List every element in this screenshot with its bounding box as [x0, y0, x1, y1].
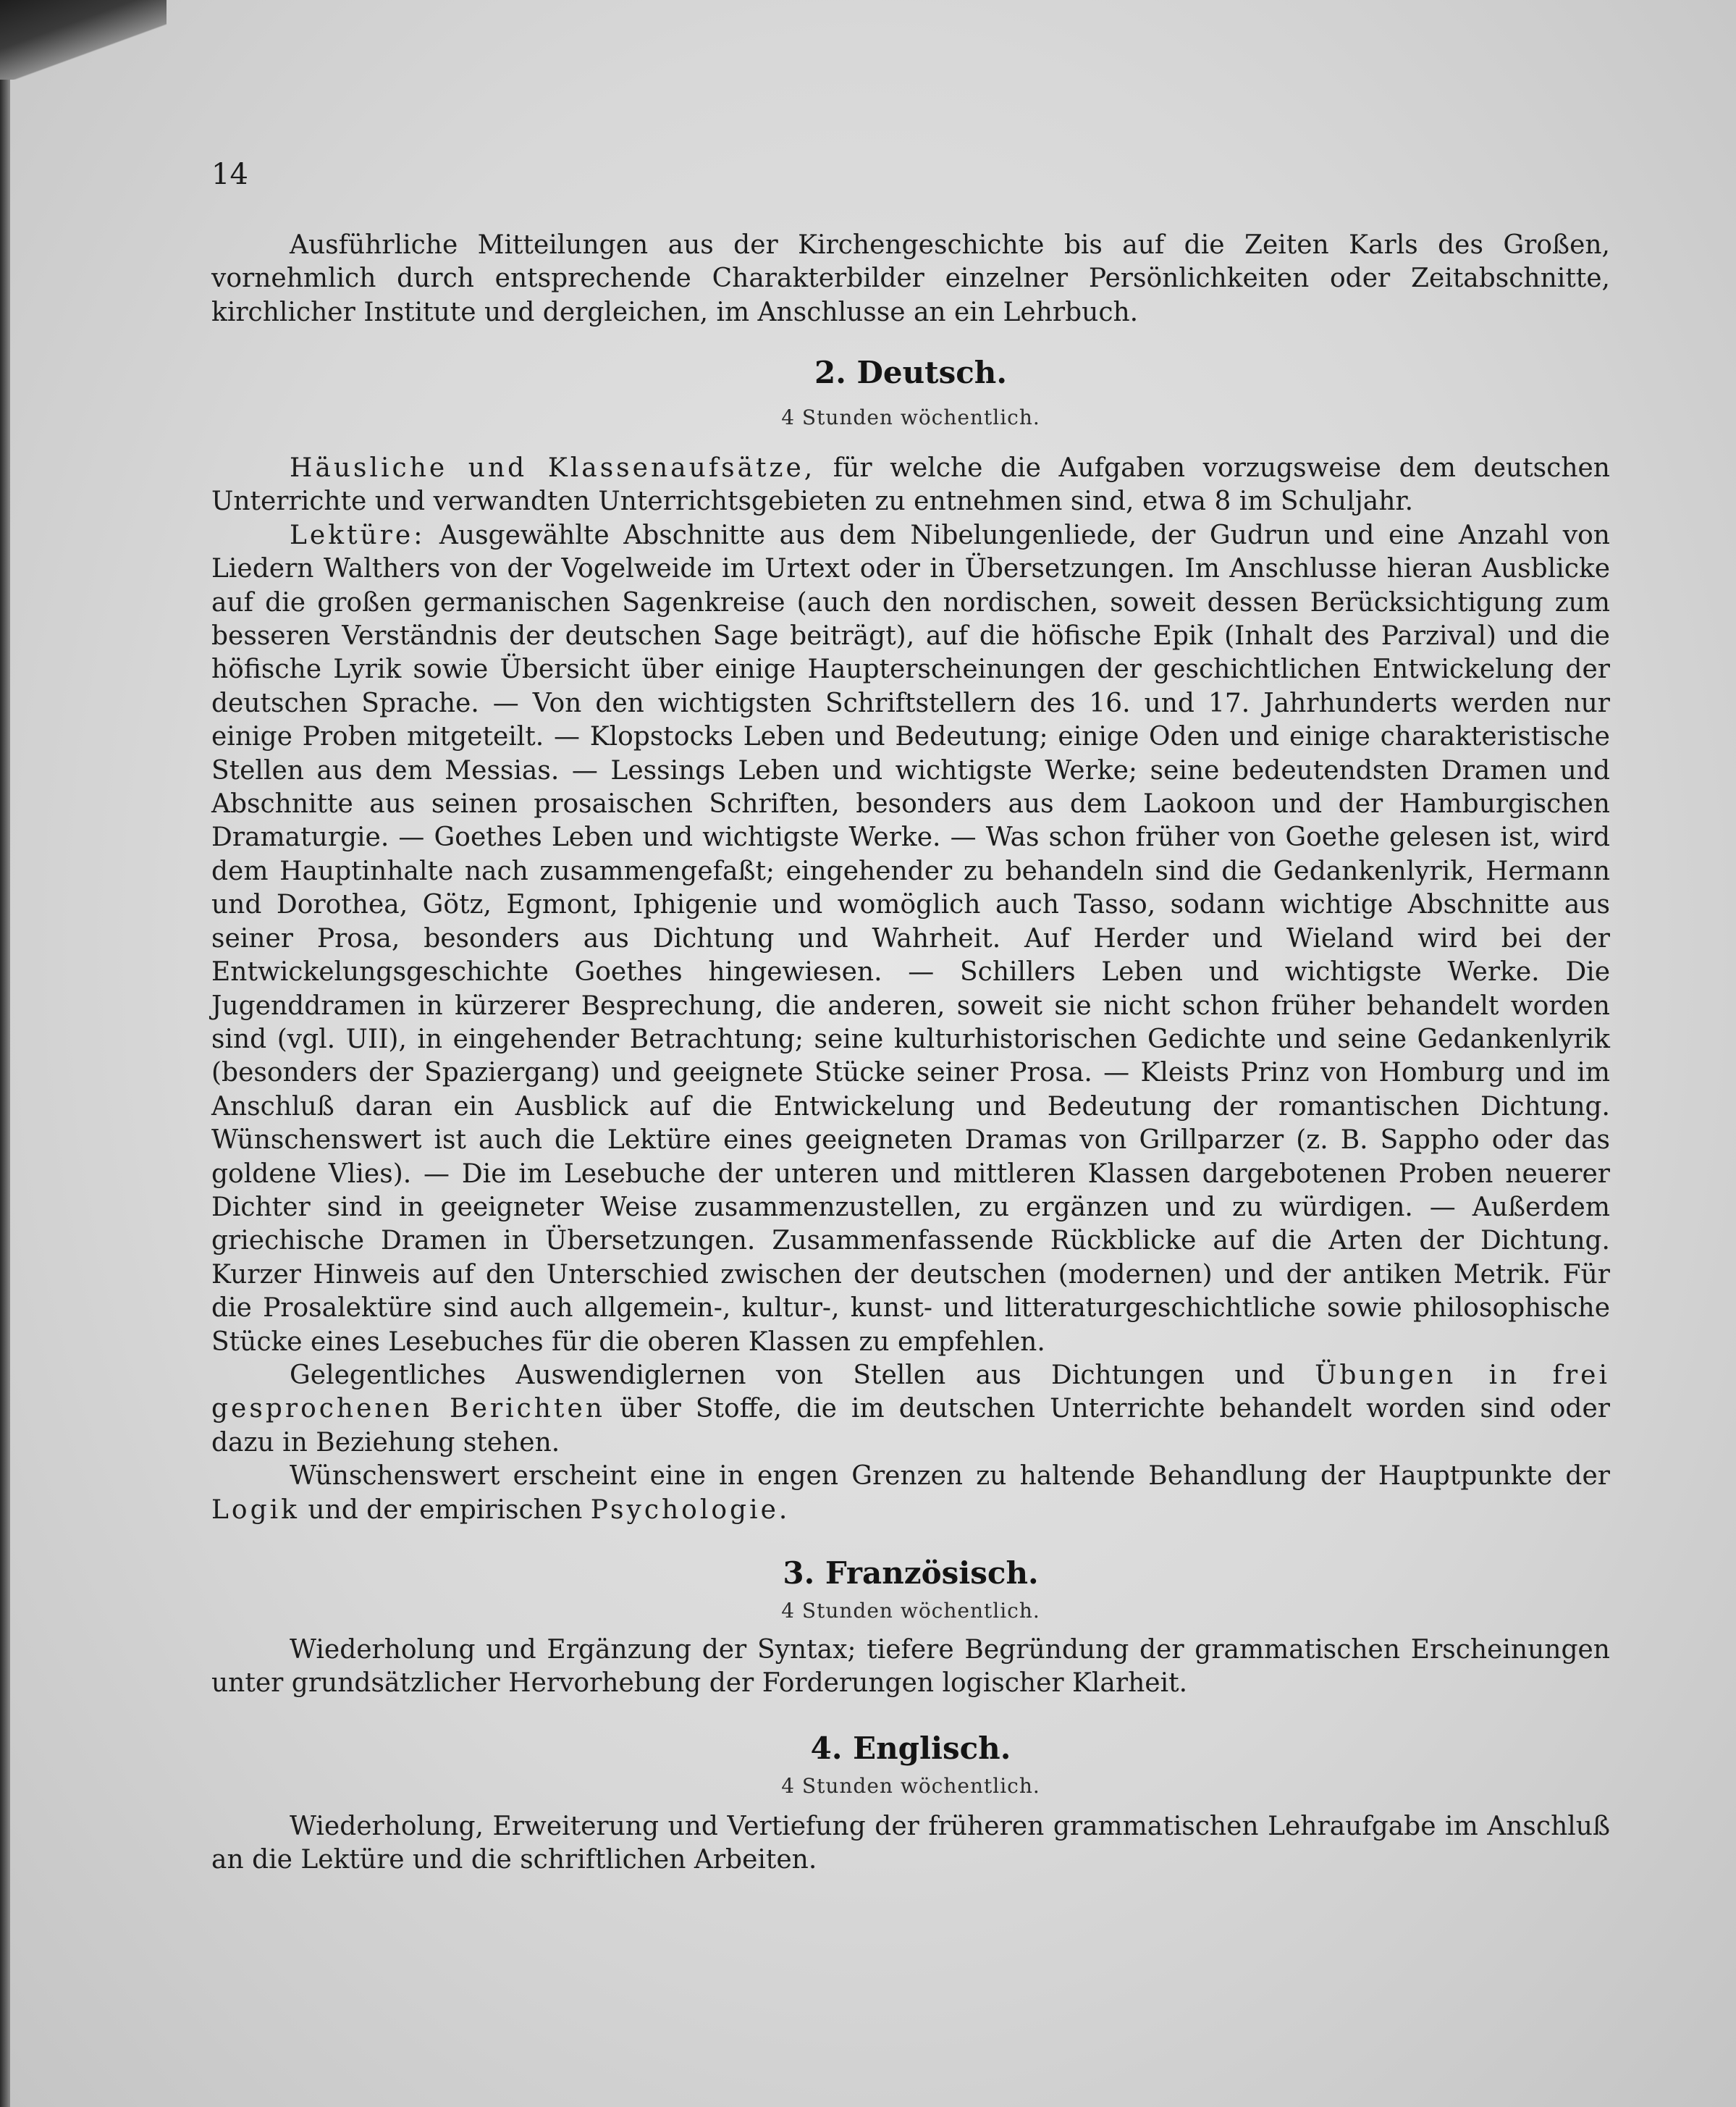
englisch-paragraph: Wiederholung, Erweiterung und Vertiefung der früheren grammatischen Lehraufgabe im Anschluß an die Lektüre und die schriftlichen Arbeiten.: [211, 1812, 1610, 1875]
franzoesisch-paragraph: Wiederholung und Ergänzung der Syntax; tiefere Begründung der grammatischen Erscheinungen unter grundsätzlicher Hervorhebung der Forderungen logischer Klarheit.: [211, 1635, 1610, 1699]
aufsaetze-lead: Häusliche und Klassenaufsätze,: [290, 453, 816, 483]
auswendig-text-post: über Stoffe, die im deutschen Unterrichte behandelt worden sind oder dazu in Beziehung stehen.: [211, 1394, 1610, 1458]
auswendig-text-pre: Gelegentliches Auswendiglernen von Stellen aus Dichtungen und: [290, 1360, 1315, 1390]
lektuere-lead: Lektüre:: [290, 520, 426, 550]
deutsch-section: [211, 452, 1610, 1527]
folded-corner: [0, 0, 167, 80]
deutsch-paragraph-auswendiglernen: [211, 1359, 1610, 1460]
page-number: 14: [211, 158, 248, 191]
englisch-section: [211, 1810, 1610, 1877]
franzoesisch-section: [211, 1633, 1610, 1701]
logik-text-mid: und der empirischen: [299, 1494, 591, 1525]
deutsch-paragraph-aufsaetze: [211, 452, 1610, 519]
auswendig-text-emphasis: Übungen in frei gesprochenen Berichten: [211, 1360, 1610, 1424]
section-heading-deutsch: 2. Deutsch.: [814, 355, 1007, 390]
lektuere-text: Ausgewählte Abschnitte aus dem Nibelungenliede, der Gudrun und eine Anzahl von Liedern Walthers von der Vogelweide im Urtext oder in Übersetzungen. Im Anschlusse hieran Ausblicke auf die großen germanischen Sagenkreise (auch den nordischen, soweit dessen Berücksichtigung zum besseren Verständnis der deutschen Sage beiträgt), auf die höfische Epik (Inhalt des Parzival) und die höfische Lyrik sowie Übersicht über einige Haupterscheinungen der geschichtlichen Entwickelung der deutschen Sprache. — Von den wichtigsten Schriftstellern des 16. und 17. Jahrhunderts werden nur einige Proben mitgeteilt. — Klopstocks Leben und Bedeutung; einige Oden und einige charakteristische Stellen aus dem Messias. — Lessings Leben und wichtigste Werke; seine bedeutendsten Dramen und Abschnitte aus seinen prosaischen Schriften, besonders aus dem Laokoon und der Hamburgischen Dramaturgie. — Goethes Leben und wichtigste Werke. — Was schon früher von Goethe gelesen ist, wird dem Hauptinhalte nach zusammengefaßt; eingehender zu behandeln sind die Gedankenlyrik, Hermann und Dorothea, Götz, Egmont, Iphigenie und womöglich auch Tasso, sodann wichtige Abschnitte aus seiner Prosa, besonders aus Dichtung und Wahrheit. Auf Herder und Wieland wird bei der Entwickelungsgeschichte Goethes hingewiesen. — Schillers Leben und wichtigste Werke. Die Jugenddramen in kürzerer Besprechung, die anderen, soweit sie nicht schon früher behandelt worden sind (vgl. UII), in eingehender Betrachtung; seine kulturhistorischen Gedichte und seine Gedankenlyrik (besonders der Spaziergang) und geeignete Stücke seiner Prosa. — Kleists Prinz von Homburg und im Anschluß daran ein Ausblick auf die Entwickelung und Bedeutung der romantischen Dichtung. Wünschenswert ist auch die Lektüre eines geeigneten Dramas von Grillparzer (z. B. Sappho oder das goldene Vlies). — Die im Lesebuche der unteren und mittleren Klassen dargebotenen Proben neuerer Dichter sind in geeigneter Weise zusammenzustellen, zu ergänzen und zu würdigen. — Außerdem griechische Dramen in Übersetzungen. Zusammenfassende Rückblicke auf die Arten der Dichtung. Kurzer Hinweis auf den Unterschied zwischen der deutschen (modernen) und der antiken Metrik. Für die Prosalektüre sind auch allgemein-, kultur-, kunst- und litteraturgeschichtliche sowie philosophische Stücke eines Lesebuches für die oberen Klassen zu empfehlen.: [211, 520, 1610, 1357]
logik-text-pre: Wünschenswert erscheint eine in engen Grenzen zu haltende Behandlung der Hauptpunkte der: [290, 1461, 1610, 1492]
section-heading-franzoesisch: 3. Französisch.: [783, 1555, 1039, 1591]
section-heading-englisch: 4. Englisch.: [810, 1730, 1011, 1766]
deutsch-paragraph-logik: [211, 1460, 1610, 1527]
logik-text-post: .: [778, 1494, 788, 1525]
binding-edge: [0, 0, 10, 2107]
section-hours-englisch: 4 Stunden wöchentlich.: [781, 1774, 1040, 1798]
logik-emphasis: Logik: [211, 1494, 300, 1525]
intro-paragraph: Ausführliche Mitteilungen aus der Kirchengeschichte bis auf die Zeiten Karls des Großen, vornehmlich durch entsprechende Charakterbilder einzelner Persönlichkeiten oder Zeitabschnitte, kirchlicher Institute und dergleichen, im Anschlusse an ein Lehrbuch.: [211, 230, 1610, 327]
deutsch-paragraph-lektuere: [211, 519, 1610, 1359]
section-hours-deutsch: 4 Stunden wöchentlich.: [781, 405, 1040, 429]
aufsaetze-text: für welche die Aufgaben vorzugsweise dem deutschen Unterrichte und verwandten Unterrichtsgebieten zu entnehmen sind, etwa 8 im Schuljahr.: [211, 453, 1610, 517]
section-hours-franzoesisch: 4 Stunden wöchentlich.: [781, 1599, 1040, 1623]
intro-section: [211, 229, 1610, 329]
psychologie-emphasis: Psychologie: [590, 1494, 779, 1525]
